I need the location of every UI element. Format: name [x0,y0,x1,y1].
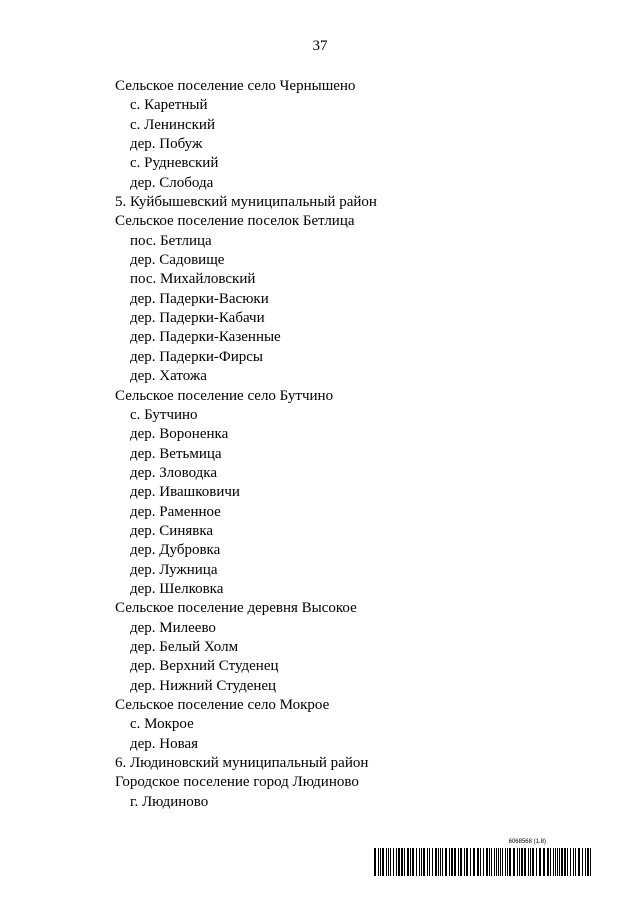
list-item: с. Бутчино [130,406,198,423]
barcode-bar [407,848,409,876]
list-item: дер. Вороненка [130,426,229,443]
barcode-bar [513,848,515,876]
barcode-bar [464,848,465,876]
barcode-bar [555,848,556,876]
barcode-bar [486,848,488,876]
barcode-bar [388,848,389,876]
list-heading: Сельское поселение поселок Бетлица [115,213,355,230]
list-item: дер. Раменное [130,503,221,520]
barcode-bar [421,848,422,876]
list-item: дер. Ветьмица [130,445,222,462]
barcode-bar [553,848,554,876]
barcode-bar [374,848,376,876]
barcode-bar [454,848,456,876]
barcode-bar [530,848,531,876]
list-item: дер. Синявка [130,522,214,539]
barcode-bar [398,848,400,876]
list-heading: Городское поселение город Людиново [115,774,359,791]
barcode-bar [567,848,568,876]
list-item: дер. Побуж [130,136,203,153]
barcode-bar [445,848,447,876]
barcode-bar [578,848,580,876]
list-item: с. Рудневский [130,155,219,172]
barcode-bar [438,848,439,876]
barcode-bar [477,848,479,876]
list-item: дер. Падерки-Казенные [130,329,281,346]
barcode-block [374,839,591,877]
barcode-bar [575,848,576,876]
list-item: дер. Хатожа [130,368,207,385]
barcode-bar [517,848,518,876]
barcode-bar [519,848,520,876]
barcode-bar [390,848,391,876]
list-heading: 5. Куйбышевский муниципальный район [115,194,377,211]
barcode-bar [532,848,534,876]
barcode-bar [410,848,411,876]
barcode-bar [543,848,545,876]
barcode-bar [539,848,541,876]
barcode-bar [380,848,381,876]
list-item: дер. Садовище [130,252,225,269]
list-item: дер. Верхний Студенец [130,658,279,675]
list-item: дер. Падерки-Фирсы [130,348,263,365]
barcode-bar [396,848,397,876]
barcode-bar [590,848,591,876]
barcode-bar [500,848,501,876]
barcode-bar [412,848,414,876]
barcode-bar [570,848,571,876]
list-item: с. Мокрое [130,716,194,733]
barcode-bar [480,848,481,876]
barcode-bar [386,848,387,876]
barcode-bar [429,848,430,876]
barcode-bar [582,848,583,876]
barcode-bar [550,848,551,876]
barcode-bar [449,848,450,876]
barcode-bar [561,848,563,876]
list-item: дер. Зловодка [130,464,217,481]
barcode-bar [460,848,462,876]
barcode-bar [505,848,506,876]
list-item: дер. Падерки-Кабачи [130,310,265,327]
barcode-bar [489,848,490,876]
barcode-bar [494,848,495,876]
list-item: дер. Ивашковичи [130,484,240,501]
barcode-bar [427,848,428,876]
list-item: дер. Шелковка [130,580,224,597]
list-heading: Сельское поселение село Бутчино [115,387,334,404]
list-item: дер. Белый Холм [130,638,239,655]
barcode-bar [382,848,384,876]
barcode-bar [587,848,589,876]
barcode-bar [547,848,549,876]
barcode-bar [435,848,437,876]
list-item: дер. Дубровка [130,542,221,559]
list-item: дер. Падерки-Васюки [130,290,269,307]
list-item: с. Каретный [130,97,208,114]
barcode-bar [458,848,459,876]
list-item: дер. Новая [130,735,199,752]
barcode-bar [378,848,379,876]
barcode-bar [466,848,468,876]
barcode-bar [473,848,475,876]
barcode-bar [502,848,503,876]
barcode-bar [507,848,508,876]
barcode-caption: 6068568 (1.8) [508,839,546,845]
barcode-bar [432,848,433,876]
barcode-bar [442,848,443,876]
barcode-image [374,848,591,876]
list-heading: Сельское поселение деревня Высокое [115,600,357,617]
barcode-bar [509,848,511,876]
barcode-bar [536,848,537,876]
barcode-bar [440,848,441,876]
list-item: дер. Милеево [130,619,216,636]
list-item: с. Ленинский [130,116,215,133]
barcode-bar [498,848,499,876]
list-item: дер. Нижний Студенец [130,677,277,694]
barcode-bar [401,848,403,876]
barcode-bar [483,848,484,876]
barcode-bar [521,848,523,876]
barcode-bar [393,848,394,876]
barcode-bar [496,848,497,876]
barcode-bar [404,848,405,876]
barcode-bar [573,848,574,876]
barcode-bar [451,848,453,876]
list-item: г. Людиново [130,793,209,810]
list-heading: Сельское поселение село Мокрое [115,697,330,713]
list-item: дер. Лужница [130,561,218,578]
barcode-bar [419,848,420,876]
page-number: 37 [312,38,328,54]
list-heading: Сельское поселение село Чернышено [115,78,356,94]
barcode-bar [585,848,586,876]
barcode-bar [416,848,417,876]
barcode-bar [564,848,566,876]
barcode-bar [528,848,529,876]
barcode-bar [491,848,492,876]
barcode-bar [470,848,471,876]
barcode-bar [557,848,558,876]
list-heading: 6. Людиновский муниципальный район [115,755,369,772]
list-item: дер. Слобода [130,174,214,191]
barcode-bar [423,848,425,876]
list-item: пос. Бетлица [130,232,212,249]
list-item: пос. Михайловский [130,271,256,288]
barcode-bar [524,848,526,876]
barcode-bar [559,848,560,876]
settlement-list [115,77,595,812]
